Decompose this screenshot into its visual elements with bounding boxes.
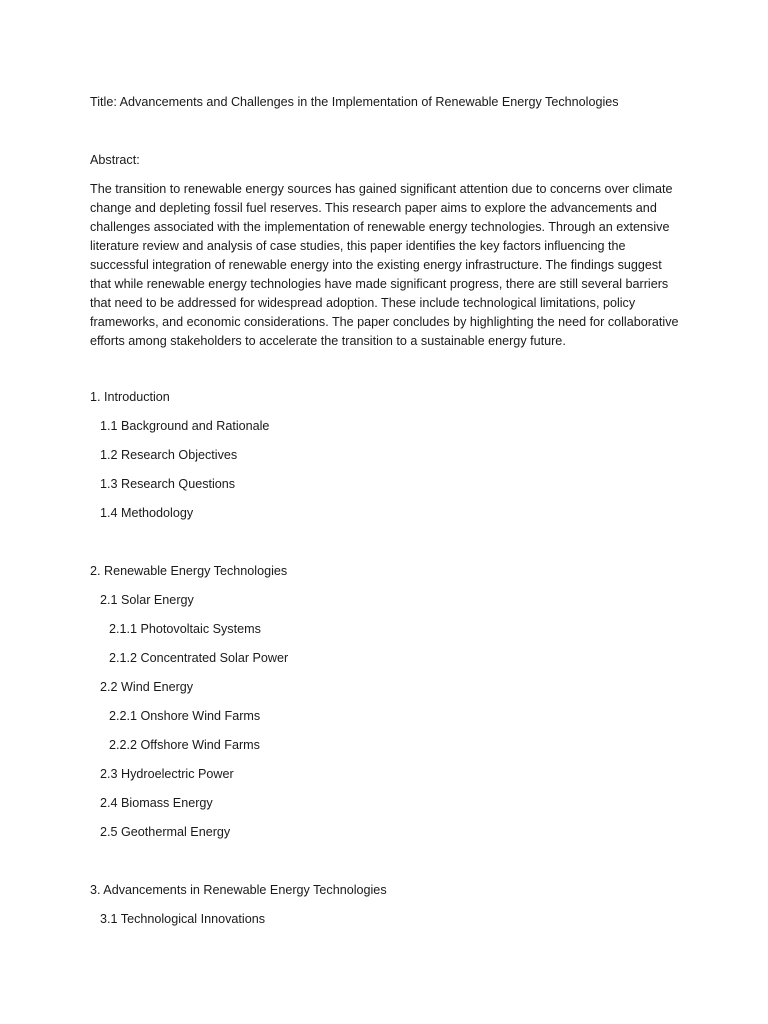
abstract-body: The transition to renewable energy sources has gained significant attention due to concerns over climate change and depleting fossil fuel reserves. This research paper aims to explore the advancements and challenges associated with the implementation of renewable energy technologies. Through an extensive literature review and analysis of case studies, this paper identifies the key factors influencing the successful integration of renewable energy into the existing energy infrastructure. The findings suggest that while renewable energy technologies have made significant progress, there are still several barriers that need to be addressed for widespread adoption. These include technological limitations, policy frameworks, and economic considerations. The paper concludes by highlighting the need for collaborative efforts among stakeholders to accelerate the transition to a sustainable energy future.	[90, 182, 679, 348]
toc-item: 3. Advancements in Renewable Energy Technologies	[90, 883, 387, 897]
toc-item: 2.3 Hydroelectric Power	[100, 767, 234, 781]
toc-item: 3.1 Technological Innovations	[100, 912, 266, 926]
toc-item: 2.1 Solar Energy	[100, 593, 194, 607]
toc-item: 2.2 Wind Energy	[100, 680, 194, 694]
toc-item: 2.4 Biomass Energy	[100, 796, 213, 810]
toc-item: 2.1.1 Photovoltaic Systems	[109, 622, 261, 636]
toc-item: 1.3 Research Questions	[100, 477, 236, 491]
toc-item: 2. Renewable Energy Technologies	[90, 564, 288, 578]
section-spacer	[90, 533, 690, 562]
table-of-contents	[90, 388, 690, 939]
toc-item: 1.1 Background and Rationale	[100, 419, 270, 433]
toc-item: 2.2.1 Onshore Wind Farms	[109, 709, 261, 723]
toc-item: 1.2 Research Objectives	[100, 448, 238, 462]
toc-item: 2.1.2 Concentrated Solar Power	[109, 651, 289, 665]
section-spacer	[90, 852, 690, 881]
toc-item: 1. Introduction	[90, 390, 170, 404]
abstract-heading: Abstract:	[90, 153, 140, 167]
paper-title: Title: Advancements and Challenges in the Implementation of Renewable Energy Technologies	[90, 95, 619, 109]
toc-item: 2.5 Geothermal Energy	[100, 825, 231, 839]
toc-item: 1.4 Methodology	[100, 506, 194, 520]
toc-item: 2.2.2 Offshore Wind Farms	[109, 738, 260, 752]
